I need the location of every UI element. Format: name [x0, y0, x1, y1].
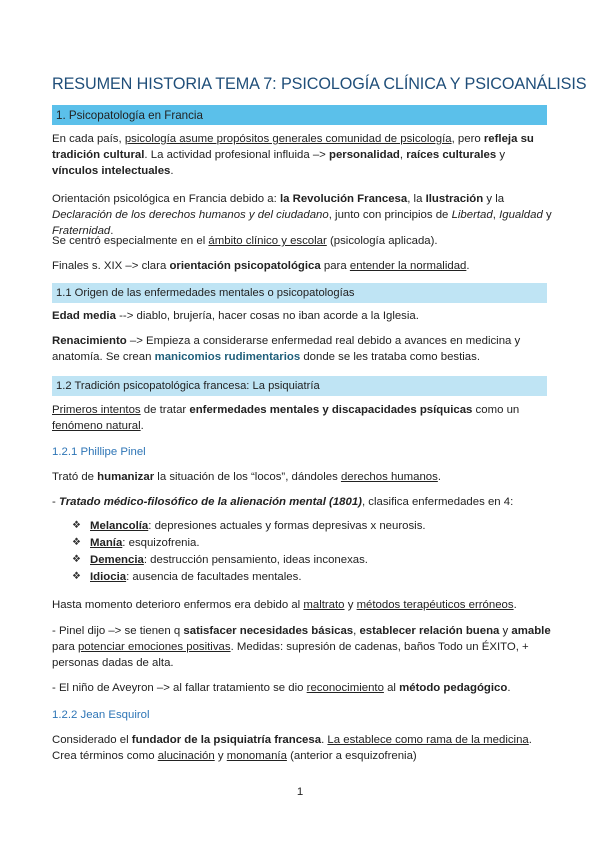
- paragraph-first-attempts: Primeros intentos de tratar enfermedades mentales y discapacidades psíquicas como un fenómeno natural.: [52, 404, 520, 433]
- section-heading-1-2: 1.2 Tradición psicopatológica francesa: La psiquiatría: [52, 376, 547, 396]
- disease-classification-list: [72, 518, 532, 586]
- paragraph-orientation-france: Orientación psicológica en Francia debido a: la Revolución Francesa, la Ilustración y la Declaración de los derechos humanos y del ciudadano, junto con principios de Libertad, Igualdad y Fraternidad.: [52, 193, 552, 238]
- list-item: ❖ Demencia: destrucción pensamiento, ideas inconexas.: [72, 554, 368, 566]
- paragraph-renaissance: Renacimiento –> Empieza a considerarse enfermedad real debido a avances en medicina y anatomía. Se crean manicomios rudimentarios donde se les trataba como bestias.: [52, 335, 521, 364]
- section-heading-1-1: 1.1 Origen de las enfermedades mentales o psicopatologías: [52, 283, 547, 303]
- diamond-bullet-icon: ❖: [72, 537, 81, 548]
- paragraph-deterioration: Hasta momento deterioro enfermos era debido al maltrato y métodos terapéuticos erróneos.: [52, 599, 517, 611]
- paragraph-humanize: Trató de humanizar la situación de los “locos”, dándoles derechos humanos.: [52, 471, 441, 483]
- diamond-bullet-icon: ❖: [72, 554, 81, 565]
- list-item: ❖ Idiocia: ausencia de facultades mentales.: [72, 571, 302, 583]
- paragraph-esquirol: Considerado el fundador de la psiquiatría francesa. La establece como rama de la medicina. Crea términos como alucinación y monomanía (anterior a esquizofrenia): [52, 734, 532, 763]
- paragraph-treatise: - Tratado médico-filosófico de la alienación mental (1801), clasifica enfermedades en 4:: [52, 496, 514, 508]
- paragraph-cultural-tradition: En cada país, psicología asume propósitos generales comunidad de psicología, pero refleja su tradición cultural. La actividad profesional influida –> personalidad, raíces culturales y vínculos intelectuales.: [52, 133, 534, 178]
- diamond-bullet-icon: ❖: [72, 571, 81, 582]
- subsection-heading-pinel: 1.2.1 Phillipe Pinel: [52, 446, 146, 458]
- list-item: ❖ Manía: esquizofrenia.: [72, 537, 200, 549]
- section-heading-1: 1. Psicopatología en Francia: [52, 105, 547, 125]
- paragraph-middle-ages: Edad media --> diablo, brujería, hacer cosas no iban acorde a la Iglesia.: [52, 310, 419, 322]
- paragraph-late-19th-century: Finales s. XIX –> clara orientación psicopatológica para entender la normalidad.: [52, 260, 470, 272]
- list-item: ❖ Melancolía: depresiones actuales y formas depresivas x neurosis.: [72, 520, 426, 532]
- page-number: 1: [296, 786, 304, 798]
- paragraph-aveyron: - El niño de Aveyron –> al fallar tratamiento se dio reconocimiento al método pedagógico.: [52, 682, 511, 694]
- document-title: RESUMEN HISTORIA TEMA 7: PSICOLOGÍA CLÍNICA Y PSICOANÁLISIS: [52, 75, 587, 93]
- paragraph-applied-psychology: Se centró especialmente en el ámbito clínico y escolar (psicología aplicada).: [52, 235, 438, 247]
- subsection-heading-esquirol: 1.2.2 Jean Esquirol: [52, 709, 150, 721]
- diamond-bullet-icon: ❖: [72, 520, 81, 531]
- paragraph-pinel-said: - Pinel dijo –> se tienen q satisfacer necesidades básicas, establecer relación buena y amable para potenciar emociones positivas. Medidas: supresión de cadenas, baños Todo un ÉXITO, + personas dadas de alta.: [52, 625, 551, 670]
